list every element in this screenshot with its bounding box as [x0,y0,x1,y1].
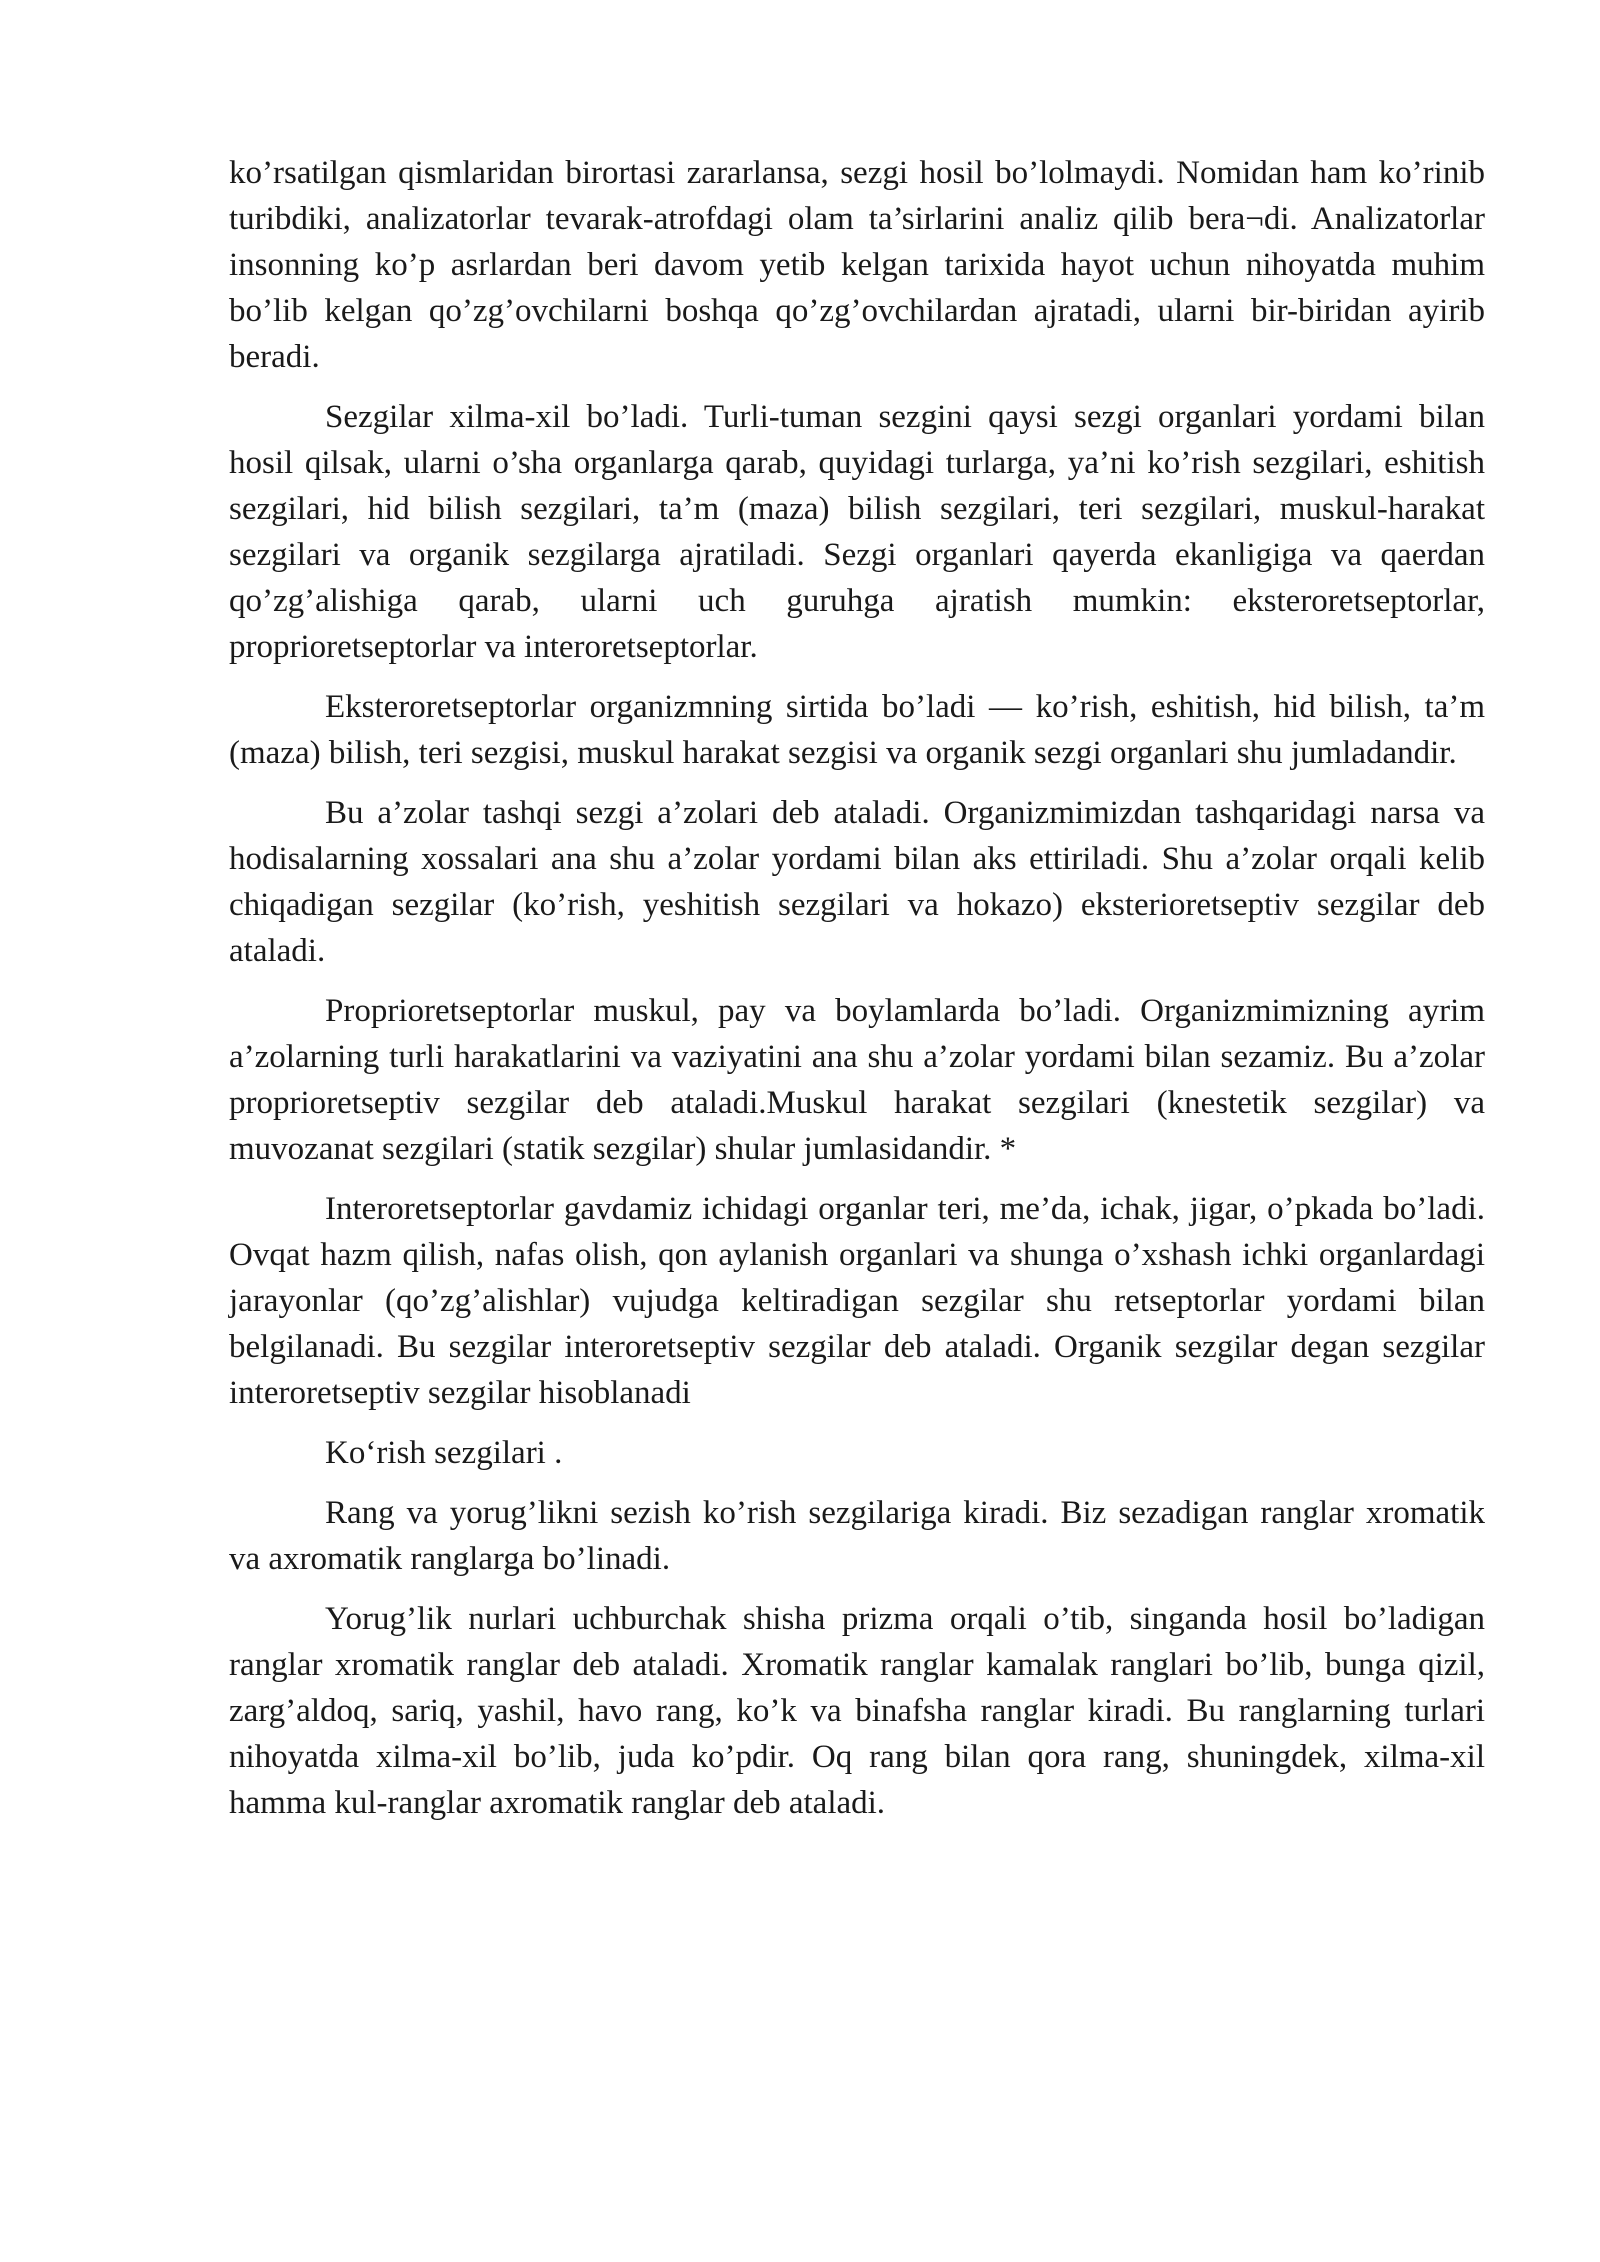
paragraph-sensation-types: Sezgilar xilma-xil bo’ladi. Turli-tuman sezgini qaysi sezgi organlari yordami bilan hosil qilsak, ularni o’sha organlarga qarab, quyidagi turlarga, ya’ni ko’rish sezgilari, eshitish sezgilari, hid bilish sezgilari, ta’m (maza) bilish sezgilari, teri sezgilari, muskul-harakat sezgilari va organik sezgilarga ajratiladi. Sezgi organlari qayerda ekanligiga va qaerdan qo’zg’alishiga qarab, ularni uch guruhga ajratish mumkin: eksteroretseptorlar, proprioretseptorlar va interoretseptorlar. [229,399,1485,665]
paragraph-exteroreceptors: Eksteroretseptorlar organizmning sirtida bo’ladi — ko’rish, eshitish, hid bilish, ta’m (maza) bilish, teri sezgisi, muskul harakat sezgisi va organik sezgi organlari shu jumladandir. [229,689,1485,771]
paragraph-color-light: Rang va yorug’likni sezish ko’rish sezgilariga kiradi. Biz sezadigan ranglar xromatik va axromatik ranglarga bo’linadi. [229,1495,1485,1577]
section-heading-visual-sensations: Ko‘rish sezgilari . [325,1435,563,1471]
paragraph-interoreceptors: Interoretseptorlar gavdamiz ichidagi organlar teri, me’da, ichak, jigar, o’pkada bo’ladi. Ovqat hazm qilish, nafas olish, qon aylanish organlari va shunga o’xshash ichki organlardagi jarayonlar (qo’zg’alishlar) vujudga keltiradigan sezgilar shu retseptorlar yordami bilan belgilanadi. Bu sezgilar interoretseptiv sezgilar deb ataladi. Organik sezgilar degan sezgilar interoretseptiv sezgilar hisoblanadi [229,1191,1485,1411]
document-page [229,150,1485,1840]
paragraph-external-organs: Bu a’zolar tashqi sezgi a’zolari deb ataladi. Organizmimizdan tashqaridagi narsa va hodisalarning xossalari ana shu a’zolar yordami bilan aks ettiriladi. Shu a’zolar orqali kelib chiqadigan sezgilar (ko’rish, yeshitish sezgilari va hokazo) eksterioretseptiv sezgilar deb ataladi. [229,795,1485,969]
paragraph-proprioreceptors: Proprioretseptorlar muskul, pay va boylamlarda bo’ladi. Organizmimizning ayrim a’zolarning turli harakatlarini va vaziyatini ana shu a’zolar yordami bilan sezamiz. Bu a’zolar proprioretseptiv sezgilar deb ataladi.Muskul harakat sezgilari (knestetik sezgilar) va muvozanat sezgilari (statik sezgilar) shular jumlasidandir. * [229,993,1485,1167]
paragraph-chromatic-colors: Yorug’lik nurlari uchburchak shisha prizma orqali o’tib, singanda hosil bo’ladigan ranglar xromatik ranglar deb ataladi. Xromatik ranglar kamalak ranglari bo’lib, bunga qizil, zarg’aldoq, sariq, yashil, havo rang, ko’k va binafsha ranglar kiradi. Bu ranglarning turlari nihoyatda xilma-xil bo’lib, juda ko’pdir. Oq rang bilan qora rang, shuningdek, xilma-xil hamma kul-ranglar axromatik ranglar deb ataladi. [229,1601,1485,1821]
paragraph-analyzers: ko’rsatilgan qismlaridan birortasi zararlansa, sezgi hosil bo’lolmaydi. Nomidan ham ko’rinib turibdiki, analizatorlar tevarak-atrofdagi olam ta’sirlarini analiz qilib bera¬di. Analizatorlar insonning ko’p asrlardan beri davom yetib kelgan tarixida hayot uchun nihoyatda muhim bo’lib kelgan qo’zg’ovchilarni boshqa qo’zg’ovchilardan ajratadi, ularni bir-biridan ayirib beradi. [229,155,1485,375]
